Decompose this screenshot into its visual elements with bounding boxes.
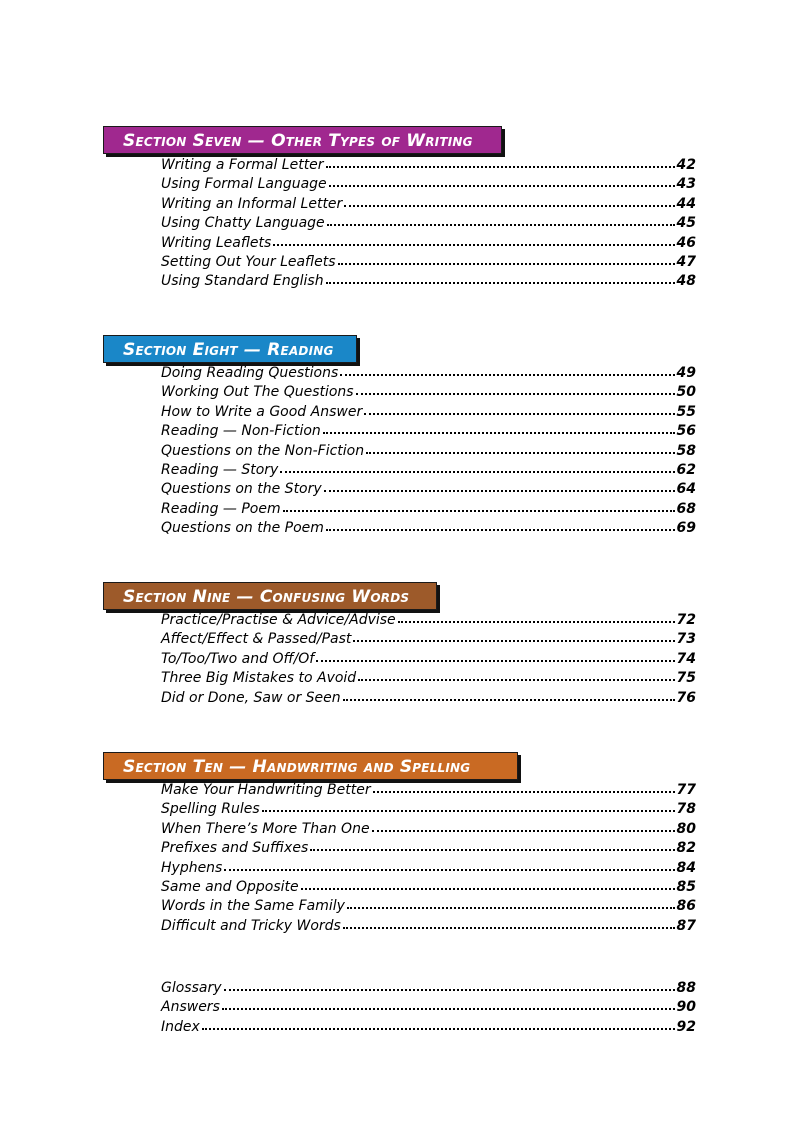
toc-entry[interactable] [161, 252, 696, 271]
toc-entry-title: Questions on the Story [161, 481, 322, 498]
dot-leader [326, 271, 675, 285]
dot-leader [329, 174, 675, 188]
toc-entry-page: 56 [676, 423, 696, 440]
toc-entry-title: Hyphens [161, 859, 223, 876]
dot-leader [398, 610, 675, 624]
toc-entry[interactable] [161, 978, 696, 997]
toc-entry-title: Writing a Formal Letter [161, 157, 324, 173]
toc-entry-title: Using Formal Language [161, 176, 327, 193]
dot-leader [262, 799, 675, 813]
dot-leader [326, 518, 675, 532]
toc-entry-title: Practice/Practise & Advice/Advise [161, 612, 396, 628]
toc-entry-title: Using Chatty Language [161, 215, 325, 232]
toc-entry[interactable] [161, 518, 696, 537]
section-header-ten: Section Ten — Handwriting and Spelling [103, 752, 518, 780]
toc-entry-page: 76 [676, 689, 696, 706]
toc-entry[interactable] [161, 233, 696, 252]
toc-list-section-eight [161, 363, 696, 538]
toc-entry-page: 47 [676, 253, 696, 270]
dot-leader [326, 155, 675, 169]
toc-entry[interactable] [161, 460, 696, 479]
toc-entry-title: Writing Leaflets [161, 234, 272, 251]
toc-entry-title: Doing Reading Questions [161, 365, 339, 381]
toc-entry[interactable] [161, 1017, 696, 1036]
dot-leader [338, 252, 675, 266]
section-header-seven: Section Seven — Other Types of Writing [103, 126, 502, 154]
toc-list-appendix [161, 978, 696, 1036]
section-header-nine: Section Nine — Confusing Words [103, 582, 437, 610]
toc-list-section-ten [161, 780, 696, 935]
toc-entry-title: Reading — Poem [161, 500, 281, 517]
toc-entry-page: 77 [676, 782, 696, 798]
toc-entry[interactable] [161, 194, 696, 213]
dot-leader [280, 460, 674, 474]
toc-entry[interactable] [161, 363, 696, 382]
toc-entry-title: Same and Opposite [161, 878, 299, 895]
toc-entry[interactable] [161, 916, 696, 935]
toc-entry-title: Questions on the Poem [161, 520, 324, 537]
toc-entry[interactable] [161, 838, 696, 857]
toc-entry-page: 82 [676, 840, 696, 857]
toc-entry-title: Prefixes and Suffixes [161, 840, 309, 857]
dot-leader [364, 402, 674, 416]
toc-entry-title: Spelling Rules [161, 801, 260, 818]
toc-entry-page: 85 [676, 878, 696, 895]
dot-leader [344, 194, 674, 208]
dot-leader [343, 916, 675, 930]
toc-entry[interactable] [161, 877, 696, 896]
toc-entry-title: Reading — Non-Fiction [161, 423, 321, 440]
toc-list-section-seven [161, 155, 696, 291]
toc-entry-title: Difficult and Tricky Words [161, 917, 341, 934]
toc-list-section-nine [161, 610, 696, 707]
toc-entry[interactable] [161, 629, 696, 648]
toc-entry-page: 45 [676, 215, 696, 232]
toc-entry-page: 73 [676, 631, 696, 648]
toc-entry[interactable] [161, 271, 696, 290]
dot-leader [310, 838, 674, 852]
dot-leader [323, 421, 675, 435]
toc-entry-title: Writing an Informal Letter [161, 195, 343, 212]
section-header-eight: Section Eight — Reading [103, 335, 357, 363]
dot-leader [283, 499, 675, 513]
toc-entry[interactable] [161, 799, 696, 818]
dot-leader [340, 363, 674, 377]
dot-leader [366, 441, 674, 455]
dot-leader [358, 668, 674, 682]
toc-entry-page: 58 [676, 442, 696, 459]
toc-entry[interactable] [161, 402, 696, 421]
dot-leader [301, 877, 675, 891]
toc-entry-page: 88 [676, 980, 696, 996]
toc-entry-title: Did or Done, Saw or Seen [161, 689, 341, 706]
toc-entry-page: 87 [676, 917, 696, 934]
toc-entry[interactable] [161, 668, 696, 687]
toc-entry-page: 64 [676, 481, 696, 498]
toc-entry-title: Make Your Handwriting Better [161, 782, 371, 798]
toc-entry[interactable] [161, 997, 696, 1016]
dot-leader [224, 978, 675, 992]
dot-leader [202, 1017, 675, 1031]
toc-entry-title: Affect/Effect & Passed/Past [161, 631, 352, 648]
dot-leader [343, 688, 675, 702]
dot-leader [373, 780, 675, 794]
toc-entry-title: Using Standard English [161, 273, 324, 290]
toc-entry-page: 42 [676, 157, 696, 173]
toc-entry-page: 44 [676, 195, 696, 212]
toc-entry[interactable] [161, 649, 696, 668]
toc-entry-page: 80 [676, 820, 696, 837]
toc-entry-title: Questions on the Non-Fiction [161, 442, 365, 459]
dot-leader [353, 629, 674, 643]
toc-entry-page: 78 [676, 801, 696, 818]
toc-entry[interactable] [161, 174, 696, 193]
toc-entry[interactable] [161, 441, 696, 460]
toc-entry-title: When There’s More Than One [161, 820, 370, 837]
toc-entry-page: 84 [676, 859, 696, 876]
toc-entry[interactable] [161, 896, 696, 915]
toc-entry-page: 50 [676, 384, 696, 401]
toc-entry-title: Index [161, 1018, 200, 1035]
toc-entry-page: 90 [676, 999, 696, 1016]
toc-entry[interactable] [161, 155, 696, 174]
toc-entry-page: 75 [676, 670, 696, 687]
toc-entry-title: Three Big Mistakes to Avoid [161, 670, 357, 687]
toc-entry-title: To/Too/Two and Off/Of [161, 650, 315, 667]
dot-leader [356, 382, 675, 396]
dot-leader [222, 997, 675, 1011]
toc-entry[interactable] [161, 479, 696, 498]
dot-leader [324, 479, 675, 493]
toc-entry[interactable] [161, 858, 696, 877]
toc-entry-title: Words in the Same Family [161, 898, 345, 915]
toc-entry-page: 74 [676, 650, 696, 667]
dot-leader [273, 233, 674, 247]
toc-entry-title: How to Write a Good Answer [161, 403, 363, 420]
dot-leader [224, 858, 674, 872]
toc-entry-title: Setting Out Your Leaflets [161, 253, 336, 270]
toc-entry[interactable] [161, 421, 696, 440]
dot-leader [347, 896, 675, 910]
toc-entry-title: Working Out The Questions [161, 384, 354, 401]
toc-entry-page: 72 [676, 612, 696, 628]
toc-entry-page: 46 [676, 234, 696, 251]
dot-leader [327, 213, 675, 227]
toc-entry-page: 62 [676, 461, 696, 478]
toc-entry[interactable] [161, 819, 696, 838]
toc-entry-page: 49 [676, 365, 696, 381]
dot-leader [316, 649, 674, 663]
toc-entry[interactable] [161, 213, 696, 232]
toc-entry[interactable] [161, 780, 696, 799]
dot-leader [372, 819, 675, 833]
toc-entry-title: Reading — Story [161, 461, 279, 478]
toc-entry-title: Answers [161, 999, 220, 1016]
toc-entry[interactable] [161, 499, 696, 518]
toc-entry-page: 68 [676, 500, 696, 517]
toc-entry-title: Glossary [161, 980, 222, 996]
toc-entry-page: 92 [676, 1018, 696, 1035]
toc-entry-page: 48 [676, 273, 696, 290]
toc-entry-page: 86 [676, 898, 696, 915]
toc-entry[interactable] [161, 382, 696, 401]
toc-entry-page: 69 [676, 520, 696, 537]
toc-entry-page: 43 [676, 176, 696, 193]
toc-entry[interactable] [161, 610, 696, 629]
toc-entry[interactable] [161, 688, 696, 707]
toc-entry-page: 55 [676, 403, 696, 420]
